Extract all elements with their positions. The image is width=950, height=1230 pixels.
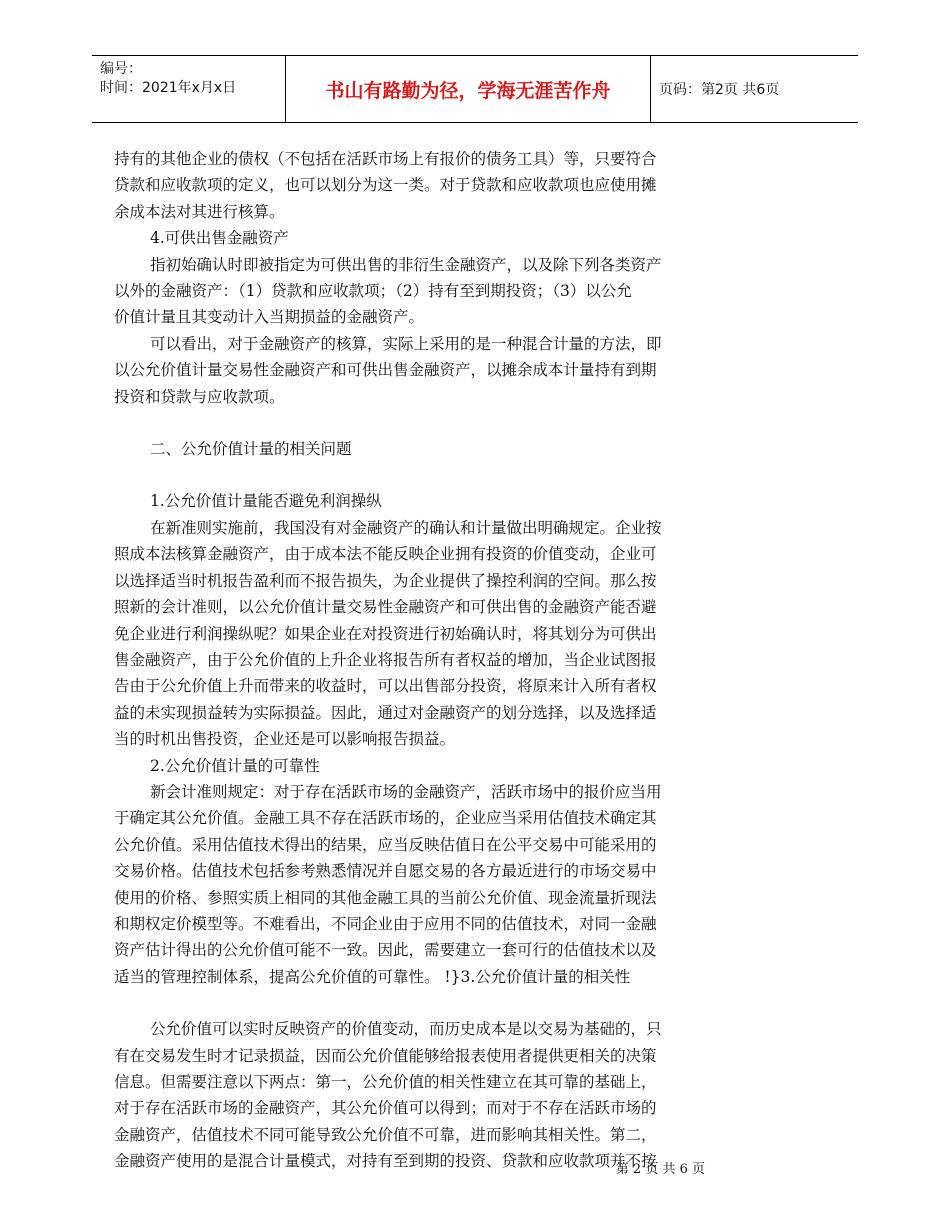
text-line: 金融资产，估值技术不同可能导致公允价值不可靠，进而影响其相关性。第二， <box>114 1125 657 1144</box>
header-page-info: 页码：第2页 共6页 <box>659 82 780 98</box>
text-line: 益的未实现损益转为实际损益。因此，通过对金融资产的划分选择，以及选择适 <box>114 703 657 722</box>
text-line: 持有的其他企业的债权（不包括在活跃市场上有报价的债务工具）等，只要符合 <box>114 150 657 168</box>
text-line: 当的时机出售投资，企业还是可以影响报告损益。 <box>114 730 456 749</box>
section-heading: 4.可供出售金融资产 <box>150 229 289 248</box>
section-heading: 1.公允价值计量能否避免利润操纵 <box>150 492 382 511</box>
text-line: 贷款和应收款项的定义，也可以划分为这一类。对于贷款和应收款项也应使用摊 <box>114 176 657 195</box>
text-line: 以公允价值计量交易性金融资产和可供出售金融资产，以摊余成本计量持有到期 <box>114 361 657 380</box>
text-line: 可以看出，对于金融资产的核算，实际上采用的是一种混合计量的方法，即 <box>150 334 662 353</box>
page-footer: 第 2 页 共 6 页 <box>615 1162 705 1177</box>
text-line: 使用的价格、参照实质上相同的其他金融工具的当前公允价值、现金流量折现法 <box>114 888 657 907</box>
header-meta <box>92 56 285 122</box>
time-label: 时间：2021年x月x日 <box>100 80 237 96</box>
text-line: 在新准则实施前，我国没有对金融资产的确认和计量做出明确规定。企业按 <box>150 518 662 537</box>
chapter-heading: 二、公允价值计量的相关问题 <box>150 440 352 459</box>
text-line: 以外的金融资产：（1）贷款和应收款项；（2）持有至到期投资；（3）以公允 <box>114 282 632 301</box>
text-line: 投资和贷款与应收款项。 <box>114 387 285 406</box>
page-header <box>92 55 858 123</box>
document-body <box>114 146 774 1175</box>
text-line: 适当的管理控制体系，提高公允价值的可靠性。 !}3.公允价值计量的相关性 <box>114 967 631 986</box>
text-line: 于确定其公允价值。金融工具不存在活跃市场的，企业应当采用估值技术确定其 <box>114 809 657 828</box>
text-line: 价值计量且其变动计入当期损益的金融资产。 <box>114 308 425 327</box>
text-line: 交易价格。估值技术包括参考熟悉情况并自愿交易的各方最近进行的市场交易中 <box>114 862 657 881</box>
text-line: 和期权定价模型等。不难看出，不同企业由于应用不同的估值技术，对同一金融 <box>114 914 657 933</box>
text-line: 公允价值。采用估值技术得出的结果，应当反映估值日在公平交易中可能采用的 <box>114 835 657 854</box>
text-line: 以选择适当时机报告盈利而不报告损失，为企业提供了操控利润的空间。那么按 <box>114 571 657 590</box>
text-line: 照新的会计准则，以公允价值计量交易性金融资产和可供出售的金融资产能否避 <box>114 598 657 617</box>
text-line: 照成本法核算金融资产，由于成本法不能反映企业拥有投资的价值变动，企业可 <box>114 545 657 564</box>
text-line: 告由于公允价值上升而带来的收益时，可以出售部分投资，将原来计入所有者权 <box>114 677 657 696</box>
text-line: 售金融资产，由于公允价值的上升企业将报告所有者权益的增加，当企业试图报 <box>114 650 657 669</box>
text-line: 信息。但需要注意以下两点：第一，公允价值的相关性建立在其可靠的基础上， <box>114 1073 657 1091</box>
text-line: 对于存在活跃市场的金融资产，其公允价值可以得到；而对于不存在活跃市场的 <box>114 1099 657 1118</box>
text-line: 余成本法对其进行核算。 <box>114 202 285 221</box>
text-line: 金融资产使用的是混合计量模式，对持有至到期的投资、贷款和应收款项并不按 <box>114 1152 657 1171</box>
text-line: 指初始确认时即被指定为可供出售的非衍生金融资产，以及除下列各类资产 <box>150 255 662 274</box>
section-heading: 2.公允价值计量的可靠性 <box>150 756 320 775</box>
text-line: 新会计准则规定：对于存在活跃市场的金融资产，活跃市场中的报价应当用 <box>150 782 662 801</box>
text-line: 公允价值可以实时反映资产的价值变动，而历史成本是以交易为基础的，只 <box>150 1020 662 1039</box>
header-motto: 书山有路勤为径，学海无涯苦作舟 <box>285 56 651 122</box>
text-line: 资产估计得出的公允价值可能不一致。因此，需要建立一套可行的估值技术以及 <box>114 941 657 960</box>
text-line: 免企业进行利润操纵呢？如果企业在对投资进行初始确认时，将其划分为可供出 <box>114 624 657 643</box>
code-label: 编号： <box>100 61 142 77</box>
text-line: 有在交易发生时才记录损益，因而公允价值能够给报表使用者提供更相关的决策 <box>114 1046 657 1065</box>
